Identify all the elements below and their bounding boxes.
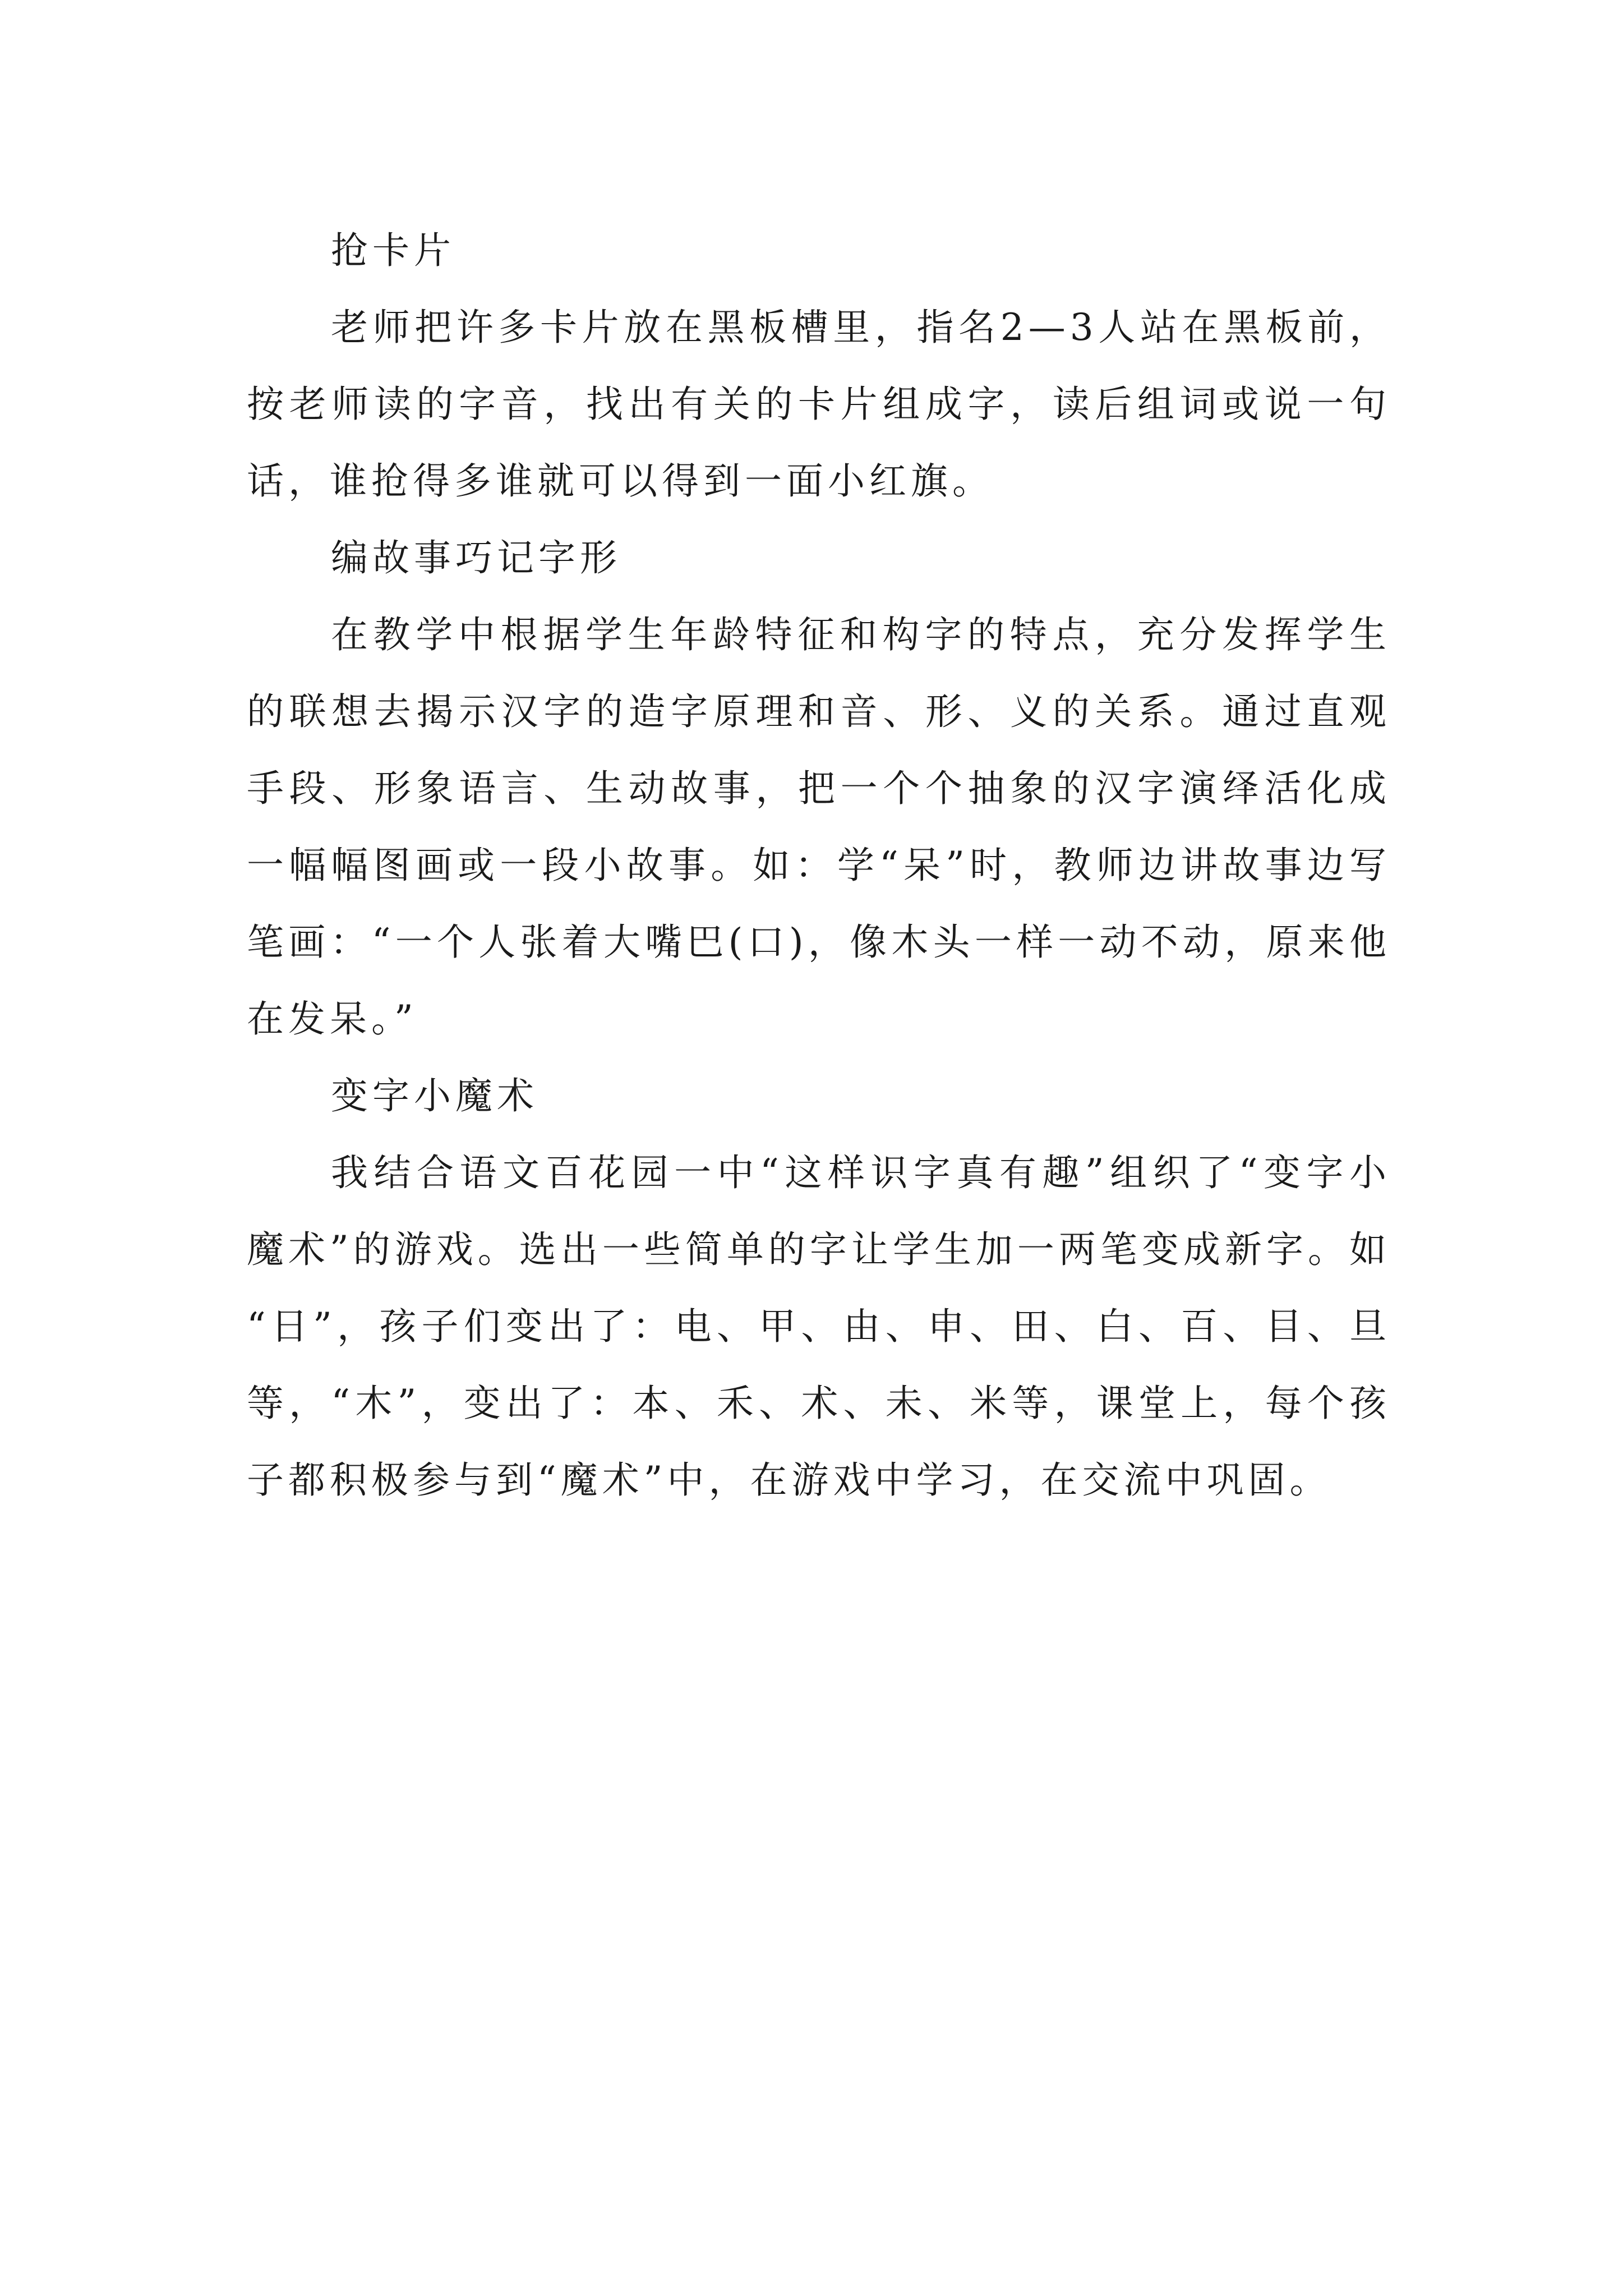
document-body bbox=[247, 212, 1391, 1519]
section-heading-grab-cards: 抢卡片 bbox=[331, 229, 455, 272]
section-paragraph-story-memory: 在教学中根据学生年龄特征和构字的特点，充分发挥学生的联想去揭示汉字的造字原理和音、形、义的关系。通过直观手段、形象语言、生动故事，把一个个抽象的汉字演绎活化成一幅幅图画或一段小故事。如：学“呆”时，教师边讲故事边写笔画：“一个人张着大嘴巴(口)，像木头一样一动不动，原来他在发呆。” bbox=[247, 613, 1391, 1041]
section-paragraph-character-magic: 我结合语文百花园一中“这样识字真有趣”组织了“变字小魔术”的游戏。选出一些简单的字让学生加一两笔变成新字。如“日”，孩子们变出了：电、甲、由、申、田、白、百、目、旦等，“木”，变出了：本、禾、术、未、米等，课堂上，每个孩子都积极参与到“魔术”中，在游戏中学习，在交流中巩固。 bbox=[247, 1151, 1391, 1502]
section-paragraph-grab-cards: 老师把许多卡片放在黑板槽里，指名2—3人站在黑板前，按老师读的字音，找出有关的卡片组成字，读后组词或说一句话，谁抢得多谁就可以得到一面小红旗。 bbox=[247, 306, 1391, 503]
section-heading-story-memory: 编故事巧记字形 bbox=[331, 536, 621, 579]
section-heading-character-magic: 变字小魔术 bbox=[331, 1074, 538, 1117]
